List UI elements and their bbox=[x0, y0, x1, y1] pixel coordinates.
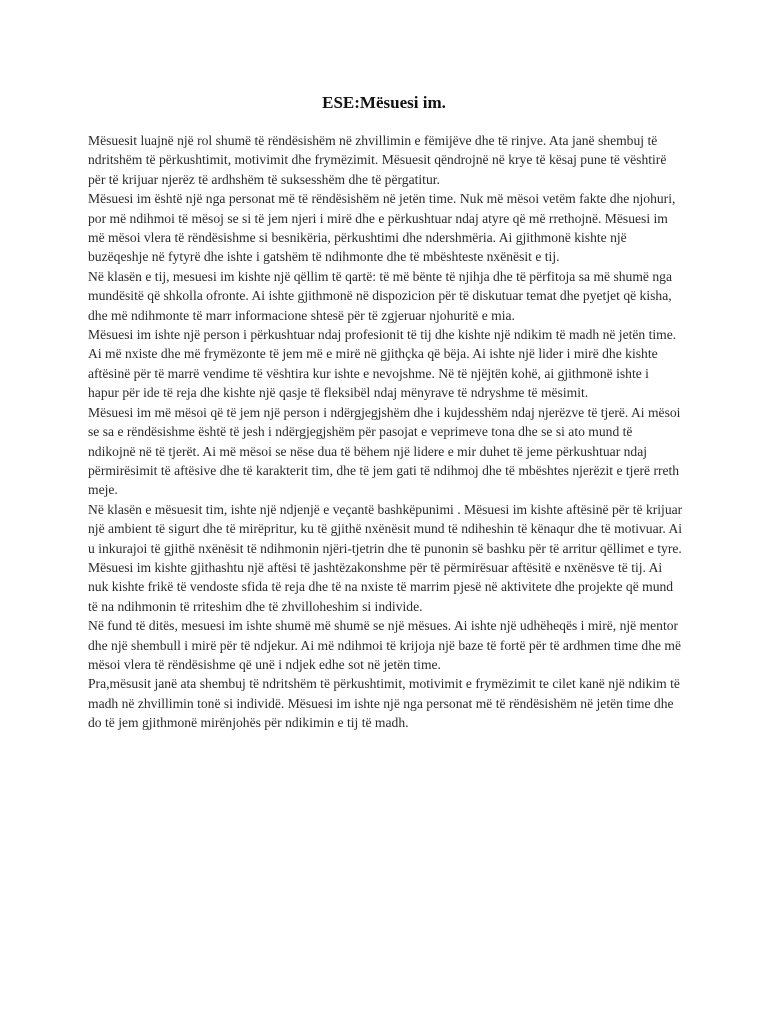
paragraph-4: Mësuesi im ishte një person i përkushtuar ndaj profesionit të tij dhe kishte një ndikim të madh në jetën time. Ai më nxiste dhe më frymëzonte të jem më e mirë në gjithçka që bëja. Ai ishte një lider i mirë dhe kishte aftësinë për të marrë vendime të vështira kur ishte e nevojshme. Në të njëjtën kohë, ai gjithmonë ishte i hapur për ide të reja dhe kishte një qasje të fleksibël ndaj mënyrave të ndryshme të mësimit. bbox=[88, 327, 677, 401]
paragraph-3: Në klasën e tij, mesuesi im kishte një qëllim të qartë: të më bënte të njihja dhe të përfitoja sa më shumë nga mundësitë që shkolla ofronte. Ai ishte gjithmonë në dispozicion për të diskutuar temat dhe pyetjet që kisha, dhe më ndihmonte të marr informacione shtesë për të zgjeruar njohuritë e mia. bbox=[88, 268, 672, 323]
paragraph-8: Në fund të ditës, mesuesi im ishte shumë më shumë se një mësues. Ai ishte një udhëheqës i mirë, një mentor dhe një shembull i mirë për të ndjekur. Ai më ndihmoi të krijoja një baze të fortë për të ardhmen time dhe më mësoi vlera të rëndësishme që unë i ndjek edhe sot në jetën time. bbox=[88, 618, 682, 672]
paragraph-7: Mësuesi im kishte gjithashtu një aftësi të jashtëzakonshme për të përmirësuar aftësitë e nxënësve të tij. Ai nuk kishte frikë të vendoste sfida të reja dhe të na nxiste të marrim pjesë në aktivitete dhe projekte që mund të na ndihmonin të rriteshim dhe të zhvilloheshim si individe. bbox=[88, 559, 674, 614]
paragraph-1: Mësuesit luajnë një rol shumë të rëndësishëm në zhvillimin e fëmijëve dhe të rinjve. Ata janë shembuj të ndritshëm të përkushtimit, motivimit dhe frymëzimit. Mësuesit qëndrojnë në krye të kësaj pune të vështirë për të krijuar njerëz të ardhshëm të suksesshëm dhe të përgatitur. bbox=[88, 133, 667, 187]
paragraph-6: Në klasën e mësuesit tim, ishte një ndjenjë e veçantë bashkëpunimi . Mësuesi im kishte aftësinë për të krijuar një ambient të sigurt dhe të mirëpritur, ku të gjithë nxënësit mund të ndiheshin të kënaqur dhe të motivuar. Ai u inkurajoi të gjithë nxënësit të ndihmonin njëri-tjetrin dhe të punonin së bashku për të arritur qëllimet e tyre. bbox=[88, 501, 683, 556]
paragraph-5: Mësuesi im më mësoi që të jem një person i ndërgjegjshëm dhe i kujdesshëm ndaj njerëzve të tjerë. Ai mësoi se sa e rëndësishme është të jesh i ndërgjegjshëm për pasojat e veprimeve tona dhe se si ato mund të ndikojnë në të tjerët. Ai më mësoi se nëse dua të bëhem një lidere e mir duhet të jeme përkushtuar ndaj përmirësimit të aftësive dhe të karakterit tim, dhe të jem gati të ndihmoj dhe të mbështes njerëzit e tjerë rreth meje. bbox=[88, 404, 681, 498]
essay-title-text: :Mësuesi im. bbox=[354, 93, 446, 112]
paragraph-2: Mësuesi im është një nga personat më të rëndësishëm në jetën time. Nuk më mësoi vetëm fakte dhe njohuri, por më ndihmoi të mësoj se si të jem njeri i mirë dhe e përkushtuar ndaj atyre që më rrethojnë. Mësuesi im më mësoi vlera të rëndësishme si besnikëria, përkushtimi dhe ndershmëria. Ai gjithmonë kishte një buzëqeshje në fytyrë dhe ishte i gatshëm të ndihmonte dhe të mbështeste nxënësit e tij. bbox=[88, 191, 676, 265]
paragraph-9: Pra,mësusit janë ata shembuj të ndritshëm të përkushtimit, motivimit e frymëzimit te cilet kanë një ndikim të madh në zhvillimin tonë si individë. Mësuesi im ishte një nga personat më të rëndësishëm në jetën time dhe do të jem gjithmonë mirënjohës për ndikimin e tij të madh. bbox=[88, 676, 680, 731]
essay-body bbox=[88, 131, 683, 733]
essay-title-label: ESE bbox=[322, 93, 355, 112]
essay-title bbox=[0, 92, 768, 114]
